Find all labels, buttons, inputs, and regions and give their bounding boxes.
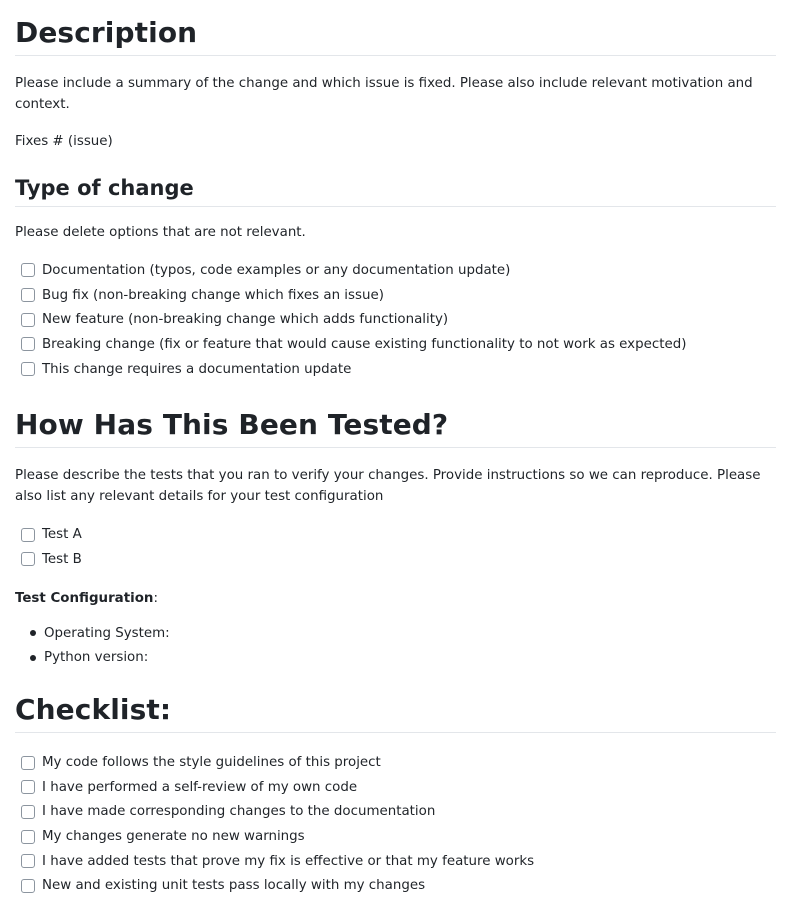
documentation-changes-checkbox[interactable]: [21, 805, 35, 819]
unit-tests-pass-checkbox[interactable]: [21, 879, 35, 893]
task-label: Test B: [42, 551, 82, 567]
task-label: My code follows the style guidelines of this project: [42, 755, 381, 771]
task-list-item-test-b: [15, 547, 776, 572]
task-label: Bug fix (non-breaking change which fixes an issue): [42, 287, 384, 303]
bullet-icon: [30, 655, 36, 661]
task-label: New and existing unit tests pass locally with my changes: [42, 878, 426, 894]
bug-fix-checkbox[interactable]: [21, 288, 35, 302]
task-list-item-bug-fix: [15, 283, 776, 308]
task-list-item-documentation: [15, 258, 776, 283]
task-list-item-docs-update: [15, 357, 776, 382]
task-label: I have made corresponding changes to the documentation: [42, 804, 436, 820]
type-of-change-list: [15, 258, 776, 381]
documentation-checkbox[interactable]: [21, 263, 35, 277]
task-list-item-new-feature: [15, 307, 776, 332]
task-list-item: [15, 824, 776, 849]
tested-heading: How Has This Been Tested?: [15, 407, 776, 448]
test-a-checkbox[interactable]: [21, 528, 35, 542]
type-of-change-heading: Type of change: [15, 174, 776, 207]
config-python-label: Python version:: [44, 650, 149, 666]
breaking-change-checkbox[interactable]: [21, 337, 35, 351]
task-list-item: [15, 750, 776, 775]
task-label: I have performed a self-review of my own code: [42, 779, 358, 795]
task-label: Documentation (typos, code examples or any documentation update): [42, 262, 511, 278]
test-configuration-label: [15, 588, 776, 609]
test-configuration-list: [15, 621, 776, 670]
docs-update-checkbox[interactable]: [21, 362, 35, 376]
self-review-checkbox[interactable]: [21, 780, 35, 794]
list-item: [15, 646, 776, 671]
task-list-item: [15, 874, 776, 899]
task-label: This change requires a documentation update: [42, 361, 352, 377]
task-list-item: [15, 775, 776, 800]
task-list-item-breaking-change: [15, 332, 776, 357]
tested-instructions: Please describe the tests that you ran to verify your changes. Provide instructions so we can reproduce. Please also list any relevant details for your test configuration: [15, 468, 761, 505]
no-warnings-checkbox[interactable]: [21, 830, 35, 844]
bullet-icon: [30, 630, 36, 636]
type-of-change-note: Please delete options that are not relevant.: [15, 225, 306, 240]
task-label: My changes generate no new warnings: [42, 829, 305, 845]
new-feature-checkbox[interactable]: [21, 313, 35, 327]
test-b-checkbox[interactable]: [21, 552, 35, 566]
task-list-item: [15, 849, 776, 874]
tests-added-checkbox[interactable]: [21, 854, 35, 868]
fixes-issue-text: Fixes # (issue): [15, 134, 113, 149]
task-label: Breaking change (fix or feature that would cause existing functionality to not work as expected): [42, 336, 687, 352]
task-label: I have added tests that prove my fix is effective or that my feature works: [42, 853, 535, 869]
checklist-list: [15, 750, 776, 898]
task-label: Test A: [42, 527, 82, 543]
config-os-label: Operating System:: [44, 625, 170, 641]
description-heading: Description: [15, 15, 776, 56]
style-guidelines-checkbox[interactable]: [21, 756, 35, 770]
tests-list: [15, 522, 776, 571]
description-summary: Please include a summary of the change and which issue is fixed. Please also include relevant motivation and context.: [15, 76, 753, 112]
test-configuration-colon: :: [153, 590, 158, 606]
checklist-heading: Checklist:: [15, 692, 776, 733]
list-item: [15, 621, 776, 646]
task-label: New feature (non-breaking change which adds functionality): [42, 312, 449, 328]
task-list-item: [15, 800, 776, 825]
test-configuration-strong: Test Configuration: [15, 590, 154, 606]
task-list-item-test-a: [15, 522, 776, 547]
